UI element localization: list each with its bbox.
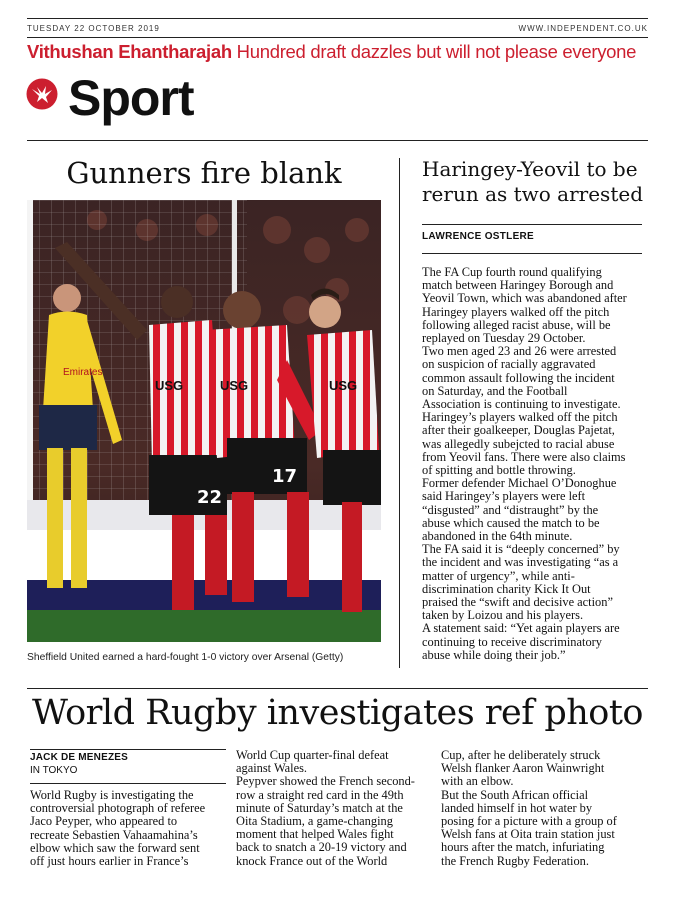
body-line: taken by Loizou and his players.	[422, 608, 584, 623]
sponsor-mid: USG	[220, 378, 249, 393]
bottom-location: IN TOKYO	[30, 765, 78, 776]
body-line: with an elbow.	[441, 774, 514, 789]
side-byline[interactable]: LAWRENCE OSTLERE	[422, 231, 535, 242]
body-line: replayed on Tuesday 29 October.	[422, 331, 586, 346]
body-line: following alleged racist abuse, will be	[422, 317, 611, 332]
bottom-byline-rule-bottom	[30, 783, 226, 784]
body-line: posing for a picture with a group of	[441, 814, 617, 829]
body-line: Jaco Peyper, who appeared to	[30, 814, 178, 829]
body-line: The FA Cup fourth round qualifying	[422, 265, 602, 279]
number-22: 22	[197, 487, 223, 508]
body-line: Two men aged 23 and 26 were arrested	[422, 344, 617, 359]
arsenal-sponsor-text: Emirates	[63, 367, 103, 378]
bottom-story-rule	[27, 688, 648, 689]
side-headline-line1: Haringey-Yeovil to be	[422, 157, 638, 181]
lead-photo	[27, 200, 381, 642]
body-line: controversial photograph of referee	[30, 801, 206, 816]
body-line: against Wales.	[236, 761, 308, 776]
body-line: praised the “swift and decisive action”	[422, 595, 613, 610]
website-url[interactable]: WWW.INDEPENDENT.CO.UK	[518, 24, 648, 33]
body-line: the incident and was investigating “as a	[422, 555, 619, 570]
body-line: “disgusted” and “distraught” by the	[422, 502, 599, 517]
body-line: The FA said it is “deeply concerned” by	[422, 542, 620, 557]
columnist-promo[interactable]	[27, 41, 636, 63]
bottom-col-2	[236, 749, 436, 868]
body-line: recreate Sebastien Vahaamahina’s	[30, 827, 198, 842]
body-line: discrimination charity Kick It Out	[422, 581, 591, 596]
lead-headline[interactable]: Gunners fire blank	[66, 156, 342, 190]
body-line: Welsh flanker Aaron Wainwright	[441, 761, 605, 776]
body-line: after their goalkeeper, Douglas Pajetat,	[422, 423, 615, 438]
body-line: World Cup quarter-final defeat	[236, 748, 389, 762]
bottom-col-3	[441, 749, 651, 868]
sponsor-right: USG	[329, 378, 358, 393]
body-line: back to snatch a 20-19 victory and	[236, 840, 407, 855]
bottom-byline-rule-top	[30, 749, 226, 750]
body-line: Welsh fans at Oita train station just	[441, 827, 615, 842]
side-story-body	[422, 266, 657, 662]
body-line: Haringey’s players walked off the pitch	[422, 410, 618, 425]
columnist-name: Vithushan Ehantharajah	[27, 41, 232, 62]
body-line: Former defender Michael O’Donoghue	[422, 476, 617, 491]
body-line: World Rugby is investigating the	[30, 788, 194, 802]
body-line: match between Haringey Borough and	[422, 278, 614, 293]
body-line: Haringey players walked off the pitch	[422, 304, 610, 319]
body-line: from Yeovil fans. There were also claims	[422, 449, 626, 464]
header-rule	[27, 37, 648, 38]
body-line: A statement said: “Yet again players are	[422, 621, 620, 636]
side-headline[interactable]	[422, 157, 652, 207]
body-line: common assault following the incident	[422, 370, 615, 385]
body-line: abuse which caused the match to be	[422, 515, 600, 530]
column-divider	[399, 158, 400, 668]
top-rule	[27, 18, 648, 19]
issue-date: TUESDAY 22 OCTOBER 2019	[27, 24, 160, 33]
body-line: row a straight red card in the 49th	[236, 787, 404, 802]
body-line: on Saturday, and the Football	[422, 383, 568, 398]
section-title: Sport	[68, 70, 194, 126]
body-line: landed himself in hot water by	[441, 800, 593, 815]
body-line: abandoned in the 64th minute.	[422, 529, 573, 544]
body-line: Association is continuing to investigate.	[422, 397, 621, 412]
sponsor-left: USG	[155, 378, 184, 393]
body-line: moment that helped Wales fight	[236, 827, 394, 842]
columnist-headline: Hundred draft dazzles but will not please everyone	[236, 41, 637, 62]
body-line: was allegedly subejcted to racial abuse	[422, 436, 615, 451]
body-line: But the South African official	[441, 787, 589, 802]
body-line: the French Rugby Federation.	[441, 853, 589, 868]
body-line: hours after the match, infuriating	[441, 840, 605, 855]
body-line: elbow which saw the forward sent	[30, 840, 200, 855]
body-line: Yeovil Town, which was abandoned after	[422, 291, 627, 306]
body-line: of spitting and bottle throwing.	[422, 463, 576, 478]
body-line: on suspicion of racially aggravated	[422, 357, 596, 372]
body-line: Peypver showed the French second-	[236, 774, 415, 789]
section-rule	[27, 140, 648, 141]
body-line: matter of urgency”, while anti-	[422, 568, 575, 583]
bottom-col-1	[30, 789, 235, 868]
bottom-byline[interactable]: JACK DE MENEZES	[30, 752, 129, 763]
body-line: said Haringey’s players were left	[422, 489, 586, 504]
body-line: knock France out of the World	[236, 853, 388, 868]
eagle-logo-icon	[26, 78, 58, 110]
bottom-headline[interactable]: World Rugby investigates ref photo	[32, 693, 643, 733]
body-line: continuing to receive discriminatory	[422, 634, 602, 649]
side-headline-line2: rerun as two arrested	[422, 182, 643, 206]
body-line: minute of Saturday’s match at the	[236, 800, 403, 815]
body-line: abuse while doing their job.”	[422, 647, 566, 662]
side-byline-rule-top	[422, 224, 642, 225]
side-byline-rule-bottom	[422, 253, 642, 254]
photo-caption: Sheffield United earned a hard-fought 1-0 victory over Arsenal (Getty)	[27, 652, 344, 663]
body-line: off just hours earlier in France’s	[30, 854, 189, 869]
number-17: 17	[272, 466, 298, 487]
body-line: Cup, after he deliberately struck	[441, 748, 601, 762]
body-line: Oita Stadium, a game-changing	[236, 814, 393, 829]
